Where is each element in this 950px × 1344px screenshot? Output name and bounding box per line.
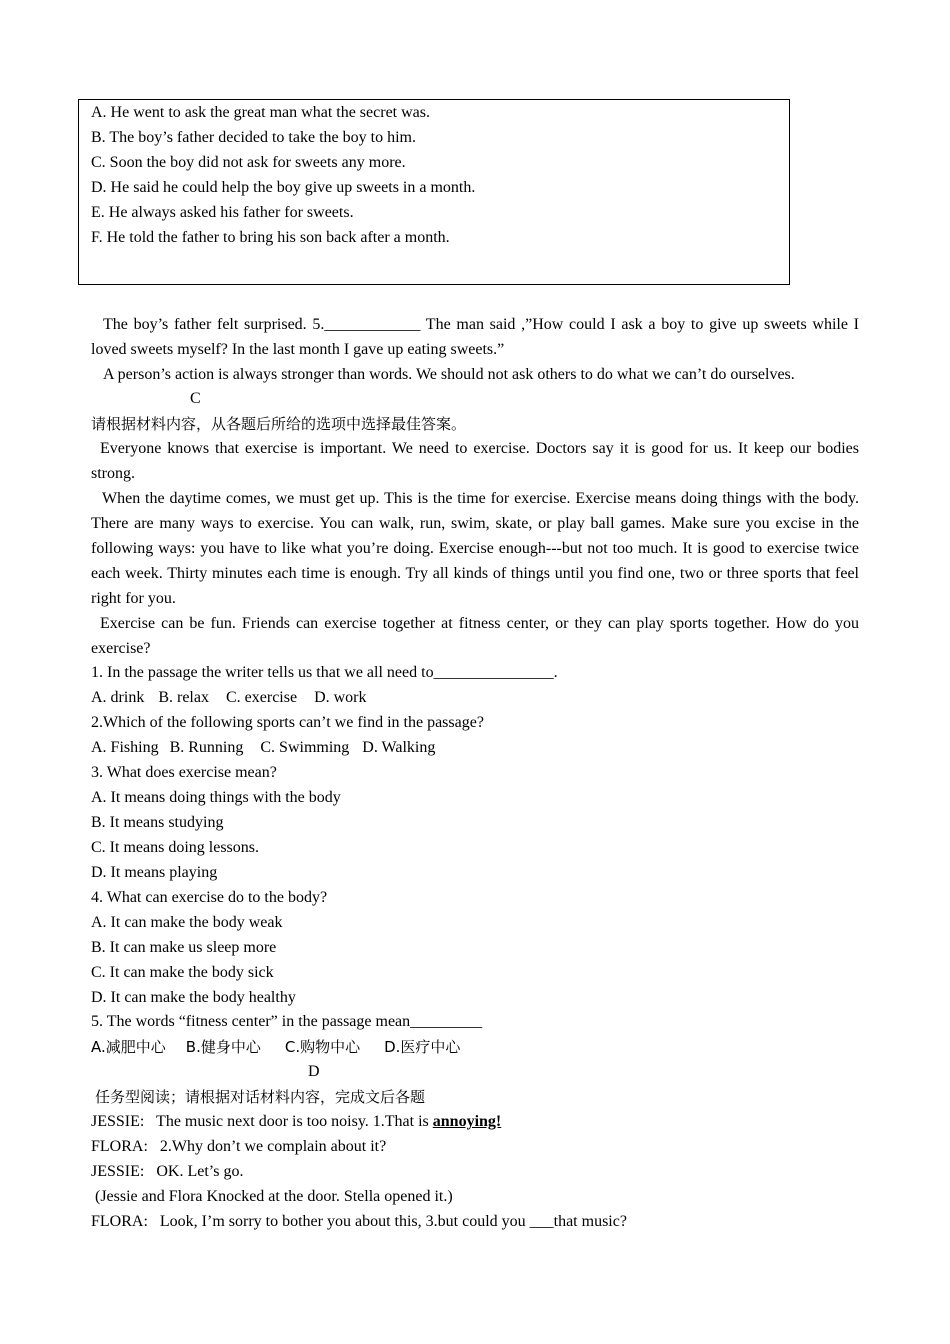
q4-option-a: A. It can make the body weak bbox=[91, 914, 283, 931]
q1-option-b: B. relax bbox=[158, 689, 209, 706]
q2-option-a: A. Fishing bbox=[91, 739, 159, 756]
question-1: 1. In the passage the writer tells us that we all need to_______________. bbox=[91, 664, 558, 681]
section-d-heading: D bbox=[308, 1063, 320, 1080]
question-1-options bbox=[91, 688, 367, 708]
section-c-paragraph-1: Everyone knows that exercise is important. We need to exercise. Doctors say it is good for us. It keep our bodies strong. bbox=[91, 440, 859, 482]
section-c-heading: C bbox=[190, 390, 201, 407]
box-option-a: A. He went to ask the great man what the secret was. bbox=[91, 104, 430, 121]
question-4: 4. What can exercise do to the body? bbox=[91, 889, 328, 906]
question-5: 5. The words “fitness center” in the passage mean_________ bbox=[91, 1013, 483, 1030]
q4-option-b: B. It can make us sleep more bbox=[91, 939, 277, 956]
q5-option-b: B.健身中心 bbox=[185, 1038, 261, 1056]
q1-option-c: C. exercise bbox=[225, 689, 298, 706]
q5-option-a: A.减肥中心 bbox=[91, 1038, 166, 1056]
box-option-e: E. He always asked his father for sweets. bbox=[91, 204, 354, 221]
q3-option-b: B. It means studying bbox=[91, 814, 224, 831]
question-2-options bbox=[91, 738, 435, 758]
section-c-paragraph-2: When the daytime comes, we must get up. This is the time for exercise. Exercise means doing things with the body. There are many ways to exercise. You can walk, run, swim, skate, or play ball games. Make sure you excise in the following ways: you have to like what you’re doing. Exercise enough---but not too much. It is good to exercise twice each week. Thirty minutes each time is enough. Try all kinds of things until you find one, two or three sports that feel right for you. bbox=[91, 490, 859, 607]
q1-option-a: A. drink bbox=[91, 689, 145, 706]
q3-option-d: D. It means playing bbox=[91, 864, 218, 881]
passage-b-paragraph-1: The boy’s father felt surprised. 5.____________ The man said ,”How could I ask a boy to give up sweets while I loved sweets myself? In the last month I gave up eating sweets.” bbox=[91, 316, 859, 358]
q5-option-c: C.购物中心 bbox=[284, 1038, 361, 1056]
q3-option-a: A. It means doing things with the body bbox=[91, 789, 341, 806]
q1-option-d: D. work bbox=[314, 689, 367, 706]
annoying-emphasis: annoying! bbox=[432, 1113, 502, 1130]
question-3: 3. What does exercise mean? bbox=[91, 764, 277, 781]
dialogue-line-1 bbox=[91, 1112, 501, 1132]
q2-option-c: C. Swimming bbox=[260, 739, 350, 756]
q2-option-b: B. Running bbox=[169, 739, 244, 756]
section-d-instruction: 任务型阅读；请根据对话材料内容，完成文后各题 bbox=[95, 1088, 426, 1106]
q4-option-c: C. It can make the body sick bbox=[91, 964, 274, 981]
question-2: 2.Which of the following sports can’t we find in the passage? bbox=[91, 714, 484, 731]
question-5-options bbox=[91, 1037, 460, 1057]
dialogue-line-1-text: JESSIE: The music next door is too noisy. 1.That is bbox=[91, 1113, 433, 1130]
q4-option-d: D. It can make the body healthy bbox=[91, 989, 296, 1006]
passage-b-paragraph-2: A person’s action is always stronger than words. We should not ask others to do what we can’t do ourselves. bbox=[103, 366, 795, 383]
options-box bbox=[78, 99, 790, 285]
q2-option-d: D. Walking bbox=[362, 739, 436, 756]
dialogue-line-3: JESSIE: OK. Let’s go. bbox=[91, 1163, 244, 1180]
dialogue-line-5: FLORA: Look, I’m sorry to bother you about this, 3.but could you ___that music? bbox=[91, 1213, 627, 1230]
dialogue-line-2: FLORA: 2.Why don’t we complain about it? bbox=[91, 1138, 387, 1155]
box-option-b: B. The boy’s father decided to take the boy to him. bbox=[91, 129, 416, 146]
q3-option-c: C. It means doing lessons. bbox=[91, 839, 259, 856]
box-option-c: C. Soon the boy did not ask for sweets any more. bbox=[91, 154, 406, 171]
box-option-d: D. He said he could help the boy give up sweets in a month. bbox=[91, 179, 476, 196]
dialogue-stage-direction: (Jessie and Flora Knocked at the door. Stella opened it.) bbox=[95, 1188, 453, 1205]
section-c-instruction: 请根据材料内容，从各题后所给的选项中选择最佳答案。 bbox=[91, 415, 467, 433]
section-c-paragraph-3: Exercise can be fun. Friends can exercise together at fitness center, or they can play sports together. How do you exercise? bbox=[91, 615, 859, 657]
box-option-f: F. He told the father to bring his son back after a month. bbox=[91, 229, 450, 246]
q5-option-d: D.医疗中心 bbox=[384, 1038, 461, 1056]
